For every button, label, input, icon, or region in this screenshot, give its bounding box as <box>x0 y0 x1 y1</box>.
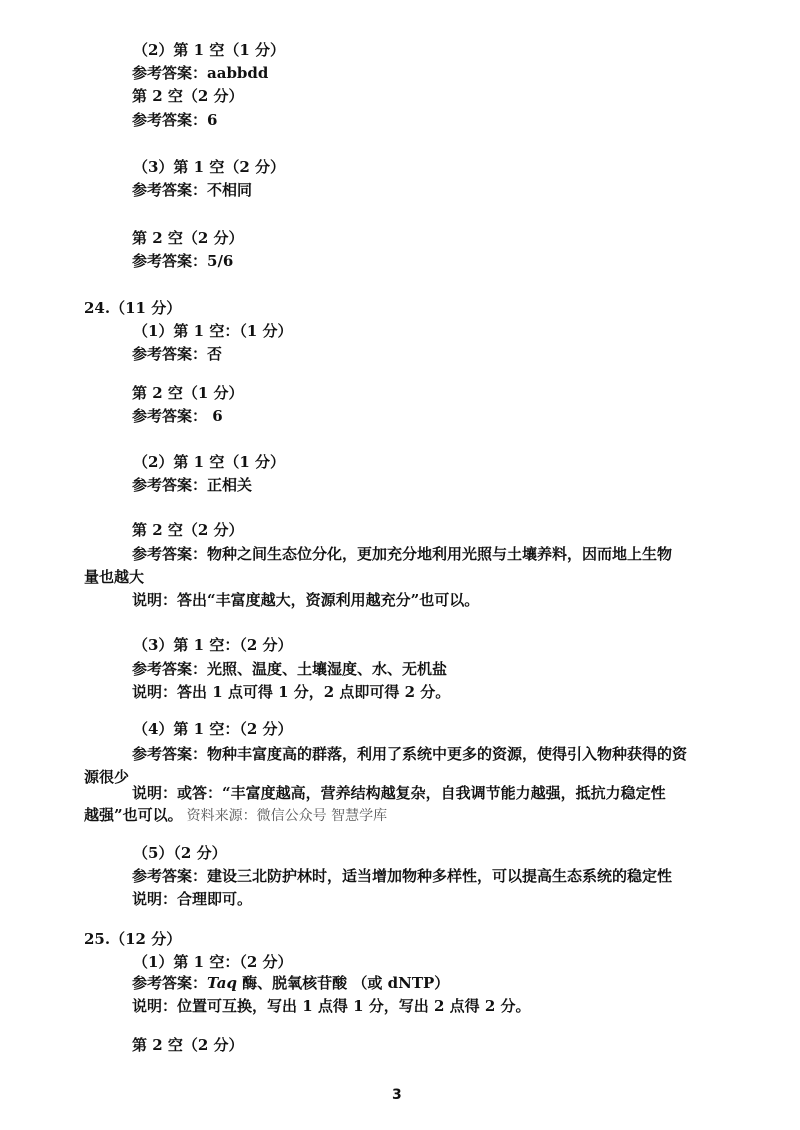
line-blank2: 第 2 空（2 分） <box>132 87 244 105</box>
line-q5: （5）（2 分） <box>133 844 227 862</box>
taq-italic: Taq <box>207 974 237 992</box>
line-blank2: 第 2 空（2 分） <box>132 229 244 247</box>
line-answer-not-same: 参考答案：不相同 <box>132 181 253 199</box>
line-answer-niche: 参考答案：物种之间生态位分化，更加充分地利用光照与土壤养料，因而地上生物 <box>132 545 673 563</box>
line-q2-blank1: （2）第 1 空（1 分） <box>133 41 285 59</box>
line-note-alt: 说明：或答：“丰富度越高，营养结构越复杂，自我调节能力越强，抵抗力稳定性 <box>132 784 666 802</box>
question-25-heading: 25.（12 分） <box>84 930 182 948</box>
note-alt-cont-text: 越强”也可以。 <box>84 806 183 824</box>
line-q1-blank1: （1）第 1 空：（1 分） <box>133 322 293 340</box>
line-blank2: 第 2 空（1 分） <box>132 384 244 402</box>
line-note-alt-cont <box>84 805 387 826</box>
line-answer-5-6: 参考答案：5/6 <box>132 252 234 270</box>
page-number: 3 <box>392 1087 402 1103</box>
line-answer-factors: 参考答案：光照、温度、土壤湿度、水、无机盐 <box>132 660 448 678</box>
line-answer-shelterbelt: 参考答案：建设三北防护林时，适当增加物种多样性，可以提高生态系统的稳定性 <box>132 867 673 885</box>
line-note-interchangeable: 说明：位置可互换，写出 1 点得 1 分，写出 2 点得 2 分。 <box>132 997 531 1015</box>
line-q3-blank1: （3）第 1 空：（2 分） <box>133 636 293 654</box>
line-note-reasonable: 说明：合理即可。 <box>132 890 253 908</box>
line-answer-richness: 参考答案：物种丰富度高的群落，利用了系统中更多的资源，使得引入物种获得的资 <box>132 745 688 763</box>
line-note: 说明：答出“丰富度越大，资源利用越充分”也可以。 <box>132 591 480 609</box>
line-q1-blank1: （1）第 1 空：（2 分） <box>133 953 293 971</box>
line-note-scoring: 说明：答出 1 点可得 1 分，2 点即可得 2 分。 <box>132 683 451 701</box>
line-answer-aabbdd: 参考答案：aabbdd <box>132 64 269 82</box>
line-answer-richness-cont: 源很少 <box>84 768 130 786</box>
line-blank2: 第 2 空（2 分） <box>132 521 244 539</box>
line-q2-blank1: （2）第 1 空（1 分） <box>133 453 285 471</box>
question-24-heading: 24.（11 分） <box>84 299 182 317</box>
line-answer-niche-cont: 量也越大 <box>84 568 145 586</box>
line-q4-blank1: （4）第 1 空：（2 分） <box>133 720 293 738</box>
line-blank2: 第 2 空（2 分） <box>132 1036 244 1054</box>
source-note: 资料来源：微信公众号 智慧学库 <box>186 808 388 824</box>
line-answer-6: 参考答案：6 <box>132 111 218 129</box>
answer-rest: 酶、脱氧核苷酸 （或 dNTP） <box>236 974 450 992</box>
line-answer-no: 参考答案：否 <box>132 345 223 363</box>
answer-prefix: 参考答案： <box>132 974 208 992</box>
line-q3-blank1: （3）第 1 空（2 分） <box>133 158 285 176</box>
line-answer-positive-correlation: 参考答案：正相关 <box>132 476 253 494</box>
line-answer-6: 参考答案： 6 <box>132 407 223 425</box>
line-answer-taq <box>132 973 449 993</box>
